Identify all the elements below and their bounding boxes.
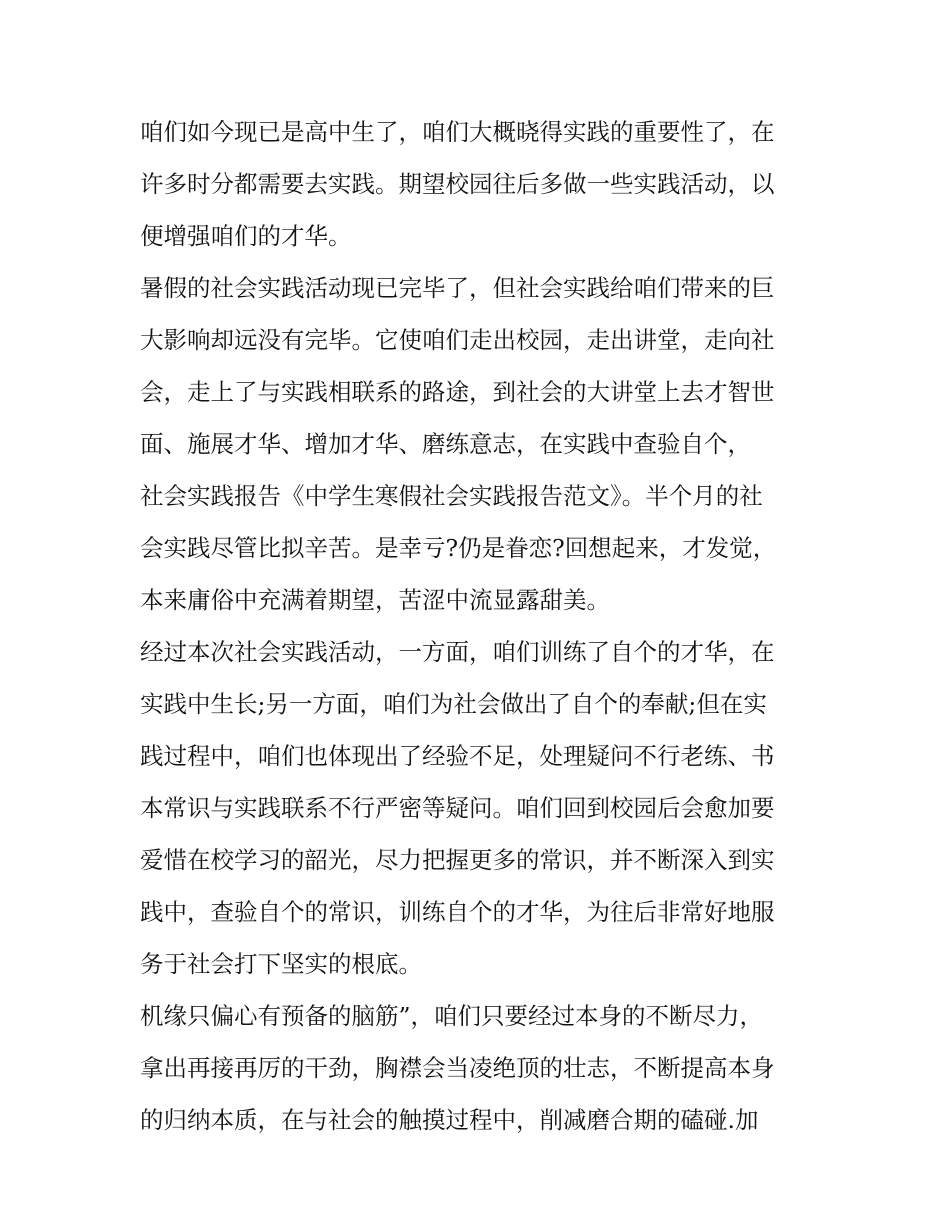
text-line: 爱惜在校学习的韶光，尽力把握更多的常识，并不断深入到实 xyxy=(140,846,775,874)
text-line: 咱们如今现已是高中生了，咱们大概晓得实践的重要性了，在 xyxy=(140,118,775,146)
text-line: 践过程中，咱们也体现出了经验不足，处理疑问不行老练、书 xyxy=(140,742,775,770)
text-line: 务于社会打下坚实的根底。 xyxy=(140,950,422,978)
text-line: 暑假的社会实践活动现已完毕了，但社会实践给咱们带来的巨 xyxy=(140,274,775,302)
text-line: 机缘只偏心有预备的脑筋”，咱们只要经过本身的不断尽力， xyxy=(140,1002,764,1030)
text-line: 大影响却远没有完毕。它使咱们走出校园，走出讲堂，走向社 xyxy=(140,326,775,354)
text-line: 便增强咱们的才华。 xyxy=(140,222,352,250)
text-line: 的归纳本质，在与社会的触摸过程中，削减磨合期的磕碰.加 xyxy=(140,1106,759,1134)
text-line: 本常识与实践联系不行严密等疑问。咱们回到校园后会愈加要 xyxy=(140,794,775,822)
text-line: 许多时分都需要去实践。期望校园往后多做一些实践活动，以 xyxy=(140,170,775,198)
text-line: 拿出再接再厉的干劲，胸襟会当凌绝顶的壮志，不断提高本身 xyxy=(140,1054,775,1082)
text-line: 经过本次社会实践活动，一方面，咱们训练了自个的才华，在 xyxy=(140,638,775,666)
text-line: 会，走上了与实践相联系的路途，到社会的大讲堂上去才智世 xyxy=(140,378,775,406)
text-line: 社会实践报告《中学生寒假社会实践报告范文》。半个月的社 xyxy=(140,482,763,510)
body-text xyxy=(140,106,830,1146)
text-line: 实践中生长;另一方面，咱们为社会做出了自个的奉献;但在实 xyxy=(140,690,767,718)
text-line: 本来庸俗中充满着期望，苦涩中流显露甜美。 xyxy=(140,586,610,614)
text-line: 面、施展才华、增加才华、磨练意志，在实践中查验自个， xyxy=(140,430,751,458)
text-line: 践中，查验自个的常识，训练自个的才华，为往后非常好地服 xyxy=(140,898,775,926)
text-line: 会实践尽管比拟辛苦。是幸亏?仍是眷恋?回想起来，才发觉， xyxy=(140,534,777,562)
